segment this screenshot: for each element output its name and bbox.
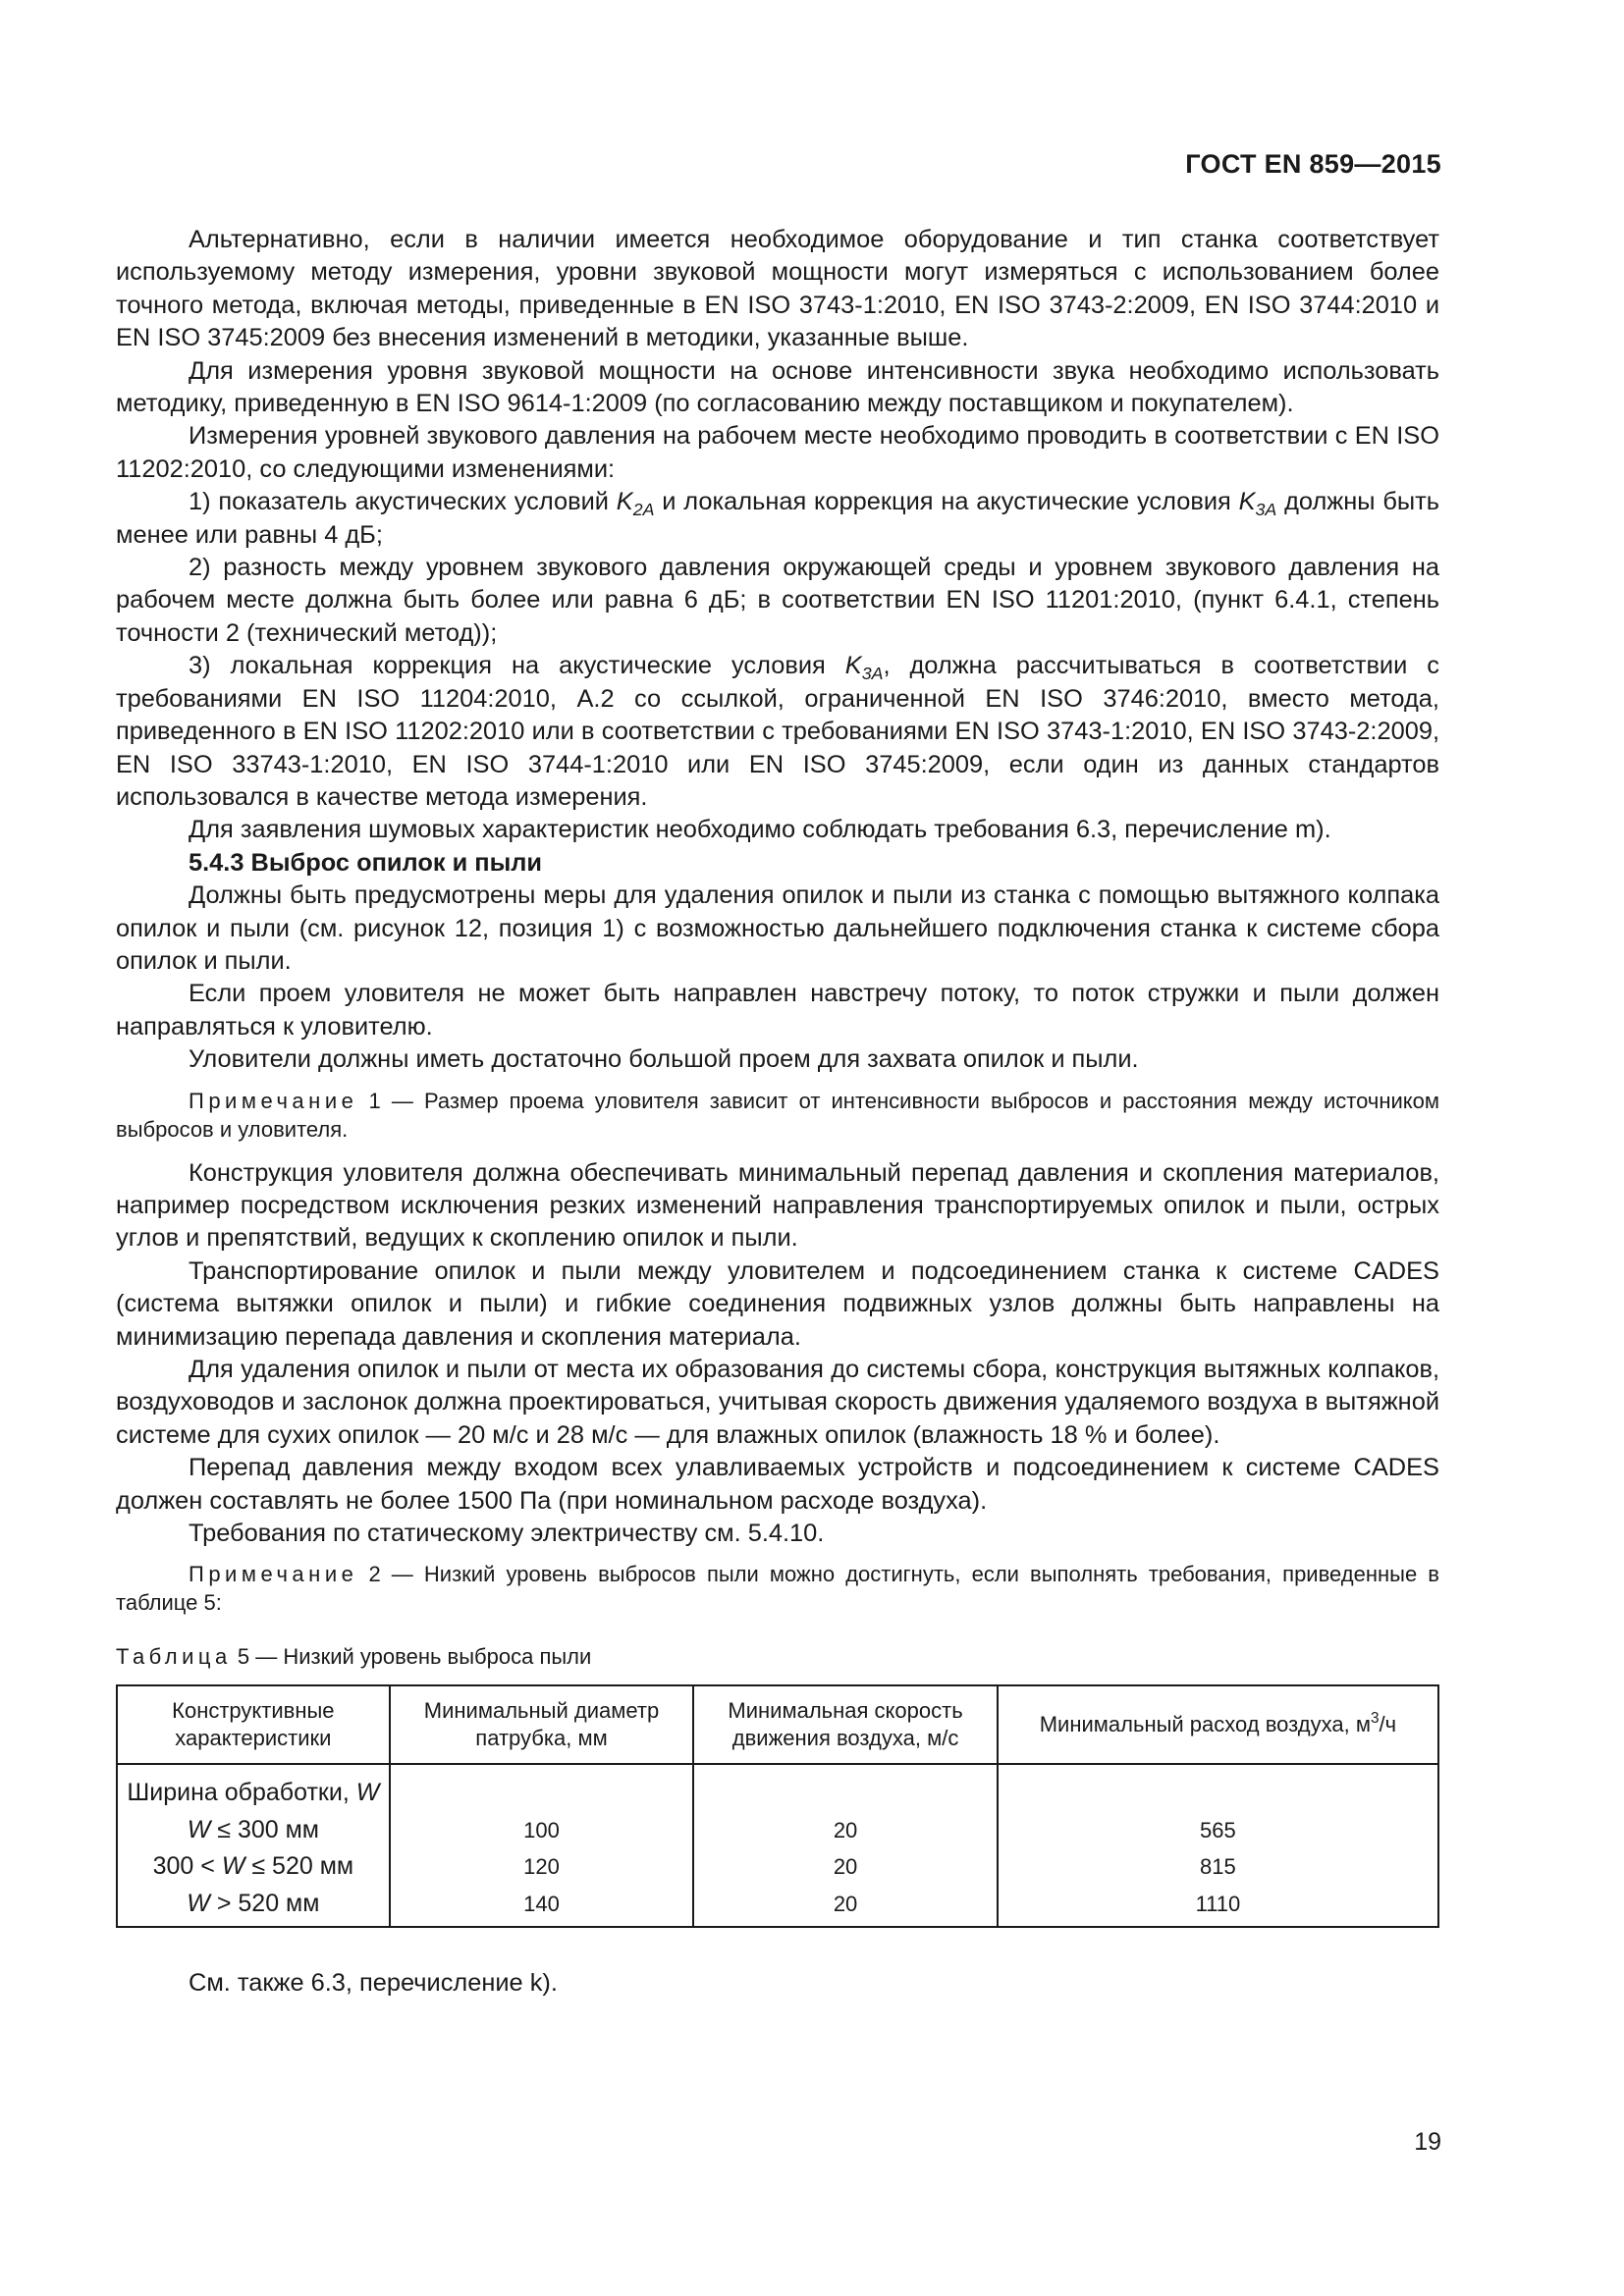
cell-flow: 815 bbox=[998, 1848, 1438, 1886]
see-also: См. также 6.3, перечисление k). bbox=[189, 1969, 558, 1998]
cell-diameter: 140 bbox=[390, 1886, 694, 1928]
section-heading: 5.4.3 Выброс опилок и пыли bbox=[189, 848, 543, 877]
paragraph: Для измерения уровня звуковой мощности на основе интенсивности звука необходимо использовать методику, приведенную в EN ISO 9614-1:2009 (по согласованию между поставщиком и покупателем). bbox=[116, 356, 1439, 418]
table-row bbox=[117, 1848, 1438, 1886]
table-caption: Таблица 5 — Низкий уровень выброса пыли bbox=[116, 1644, 592, 1670]
cell-speed: 20 bbox=[693, 1812, 998, 1849]
list-item-1: 1) показатель акустических условий $K_{2A}$ и локальная коррекция на акустические условия $K_{3A}$ должны быть менее или равны 4 дБ; bbox=[116, 488, 1439, 549]
cell-flow: 1110 bbox=[998, 1886, 1438, 1928]
cell-speed: 20 bbox=[693, 1848, 998, 1886]
header-min-air-flow: Минимальный расход воздуха, $м^3/ч$ bbox=[998, 1685, 1438, 1764]
paragraph: Альтернативно, если в наличии имеется необходимое оборудование и тип станка соответствует используемому методу измерения, уровни звуковой мощности могут измеряться с использованием более точного метода, включая методы, приведенные в EN ISO 3743-1:2010, EN ISO 3743-2:2009, EN ISO 3744:2010 и EN ISO 3745:2009 без внесения изменений в методики, указанные выше. bbox=[116, 226, 1439, 352]
cell-flow: 565 bbox=[998, 1812, 1438, 1849]
paragraph: Конструкция уловителя должна обеспечивать минимальный перепад давления и скопления материалов, например посредством исключения резких изменений направления транспортируемых опилок и пыли, острых углов и препятствий, ведущих к скоплению опилок и пыли. bbox=[116, 1158, 1439, 1253]
note-2: Примечание 2 — Низкий уровень выбросов пыли можно достигнуть, если выполнять требования, приведенные в таблице 5: bbox=[116, 1562, 1439, 1616]
page-number: 19 bbox=[1414, 2128, 1441, 2156]
table-header-row bbox=[117, 1685, 1438, 1764]
table-row bbox=[117, 1812, 1438, 1849]
paragraph: Перепад давления между входом всех улавливаемых устройств и подсоединением к системе CADES должен составлять не более 1500 Па (при номинальном расходе воздуха). bbox=[116, 1454, 1439, 1515]
dust-emission-table bbox=[116, 1684, 1439, 1928]
list-item-3: 3) локальная коррекция на акустические условия $K_{3A}$, должна рассчитываться в соответствии с требованиями EN ISO 11204:2010, А.2 со ссылкой, ограниченной EN ISO 3746:2010, вместо метода, приведенного в EN ISO 11202:2010 или в соответствии с требованиями EN ISO 3743-1:2010, EN ISO 3743-2:2009, EN ISO 33743-1:2010, EN ISO 3744-1:2010 или EN ISO 3745:2009, если один из данных стандартов использовался в качестве метода измерения. bbox=[116, 652, 1439, 811]
table-group-row bbox=[117, 1764, 1438, 1812]
paragraph: Должны быть предусмотрены меры для удаления опилок и пыли из станка с помощью вытяжного колпака опилок и пыли (см. рисунок 12, позиция 1) с возможностью дальнейшего подключения станка к системе сбора опилок и пыли. bbox=[116, 881, 1439, 975]
row-label: W > 520 мм bbox=[117, 1886, 390, 1928]
paragraph: Для заявления шумовых характеристик необходимо соблюдать требования 6.3, перечисление m). bbox=[189, 816, 1331, 844]
paragraph: Измерения уровней звукового давления на рабочем месте необходимо проводить в соответствии с EN ISO 11202:2010, со следующими изменениями: bbox=[116, 422, 1439, 483]
cell-diameter: 100 bbox=[390, 1812, 694, 1849]
header-design-characteristics: Конструктивные характеристики bbox=[117, 1685, 390, 1764]
cell-diameter: 120 bbox=[390, 1848, 694, 1886]
row-label: W ≤ 300 мм bbox=[117, 1812, 390, 1849]
list-item-2: 2) разность между уровнем звукового давления окружающей среды и уровнем звукового давления на рабочем месте должна быть более или равна 6 дБ; в соответствии EN ISO 11201:2010, (пункт 6.4.1, степень точности 2 (технический метод)); bbox=[116, 554, 1439, 647]
paragraph: Для удаления опилок и пыли от места их образования до системы сбора, конструкция вытяжных колпаков, воздуховодов и заслонок должна проектироваться, учитывая скорость движения удаляемого воздуха в вытяжной системе для сухих опилок — 20 м/с и 28 м/с — для влажных опилок (влажность 18 % и более). bbox=[116, 1356, 1439, 1449]
note-1: Примечание 1 — Размер проема уловителя зависит от интенсивности выбросов и расстояния между источником выбросов и уловителя. bbox=[116, 1088, 1439, 1142]
row-label: 300 < W ≤ 520 мм bbox=[117, 1848, 390, 1886]
cell-speed: 20 bbox=[693, 1886, 998, 1928]
paragraph: Требования по статическому электричеству см. 5.4.10. bbox=[189, 1520, 825, 1548]
header-min-diameter: Минимальный диаметр патрубка, мм bbox=[390, 1685, 694, 1764]
paragraph: Транспортирование опилок и пыли между уловителем и подсоединением станка к системе CADES (система вытяжки опилок и пыли) и гибкие соединения подвижных узлов должны быть направлены на минимизацию перепада давления и скопления материала. bbox=[116, 1256, 1439, 1351]
paragraph: Если проем уловителя не может быть направлен навстречу потоку, то поток стружки и пыли должен направляться к уловителю. bbox=[116, 980, 1439, 1041]
group-label: Ширина обработки, W bbox=[117, 1764, 390, 1812]
document-header: ГОСТ EN 859—2015 bbox=[1185, 149, 1441, 179]
table-row bbox=[117, 1886, 1438, 1928]
header-min-air-speed: Минимальная скорость движения воздуха, м/с bbox=[693, 1685, 998, 1764]
document-body bbox=[116, 224, 1439, 2001]
paragraph: Уловители должны иметь достаточно большой проем для захвата опилок и пыли. bbox=[189, 1045, 1139, 1074]
